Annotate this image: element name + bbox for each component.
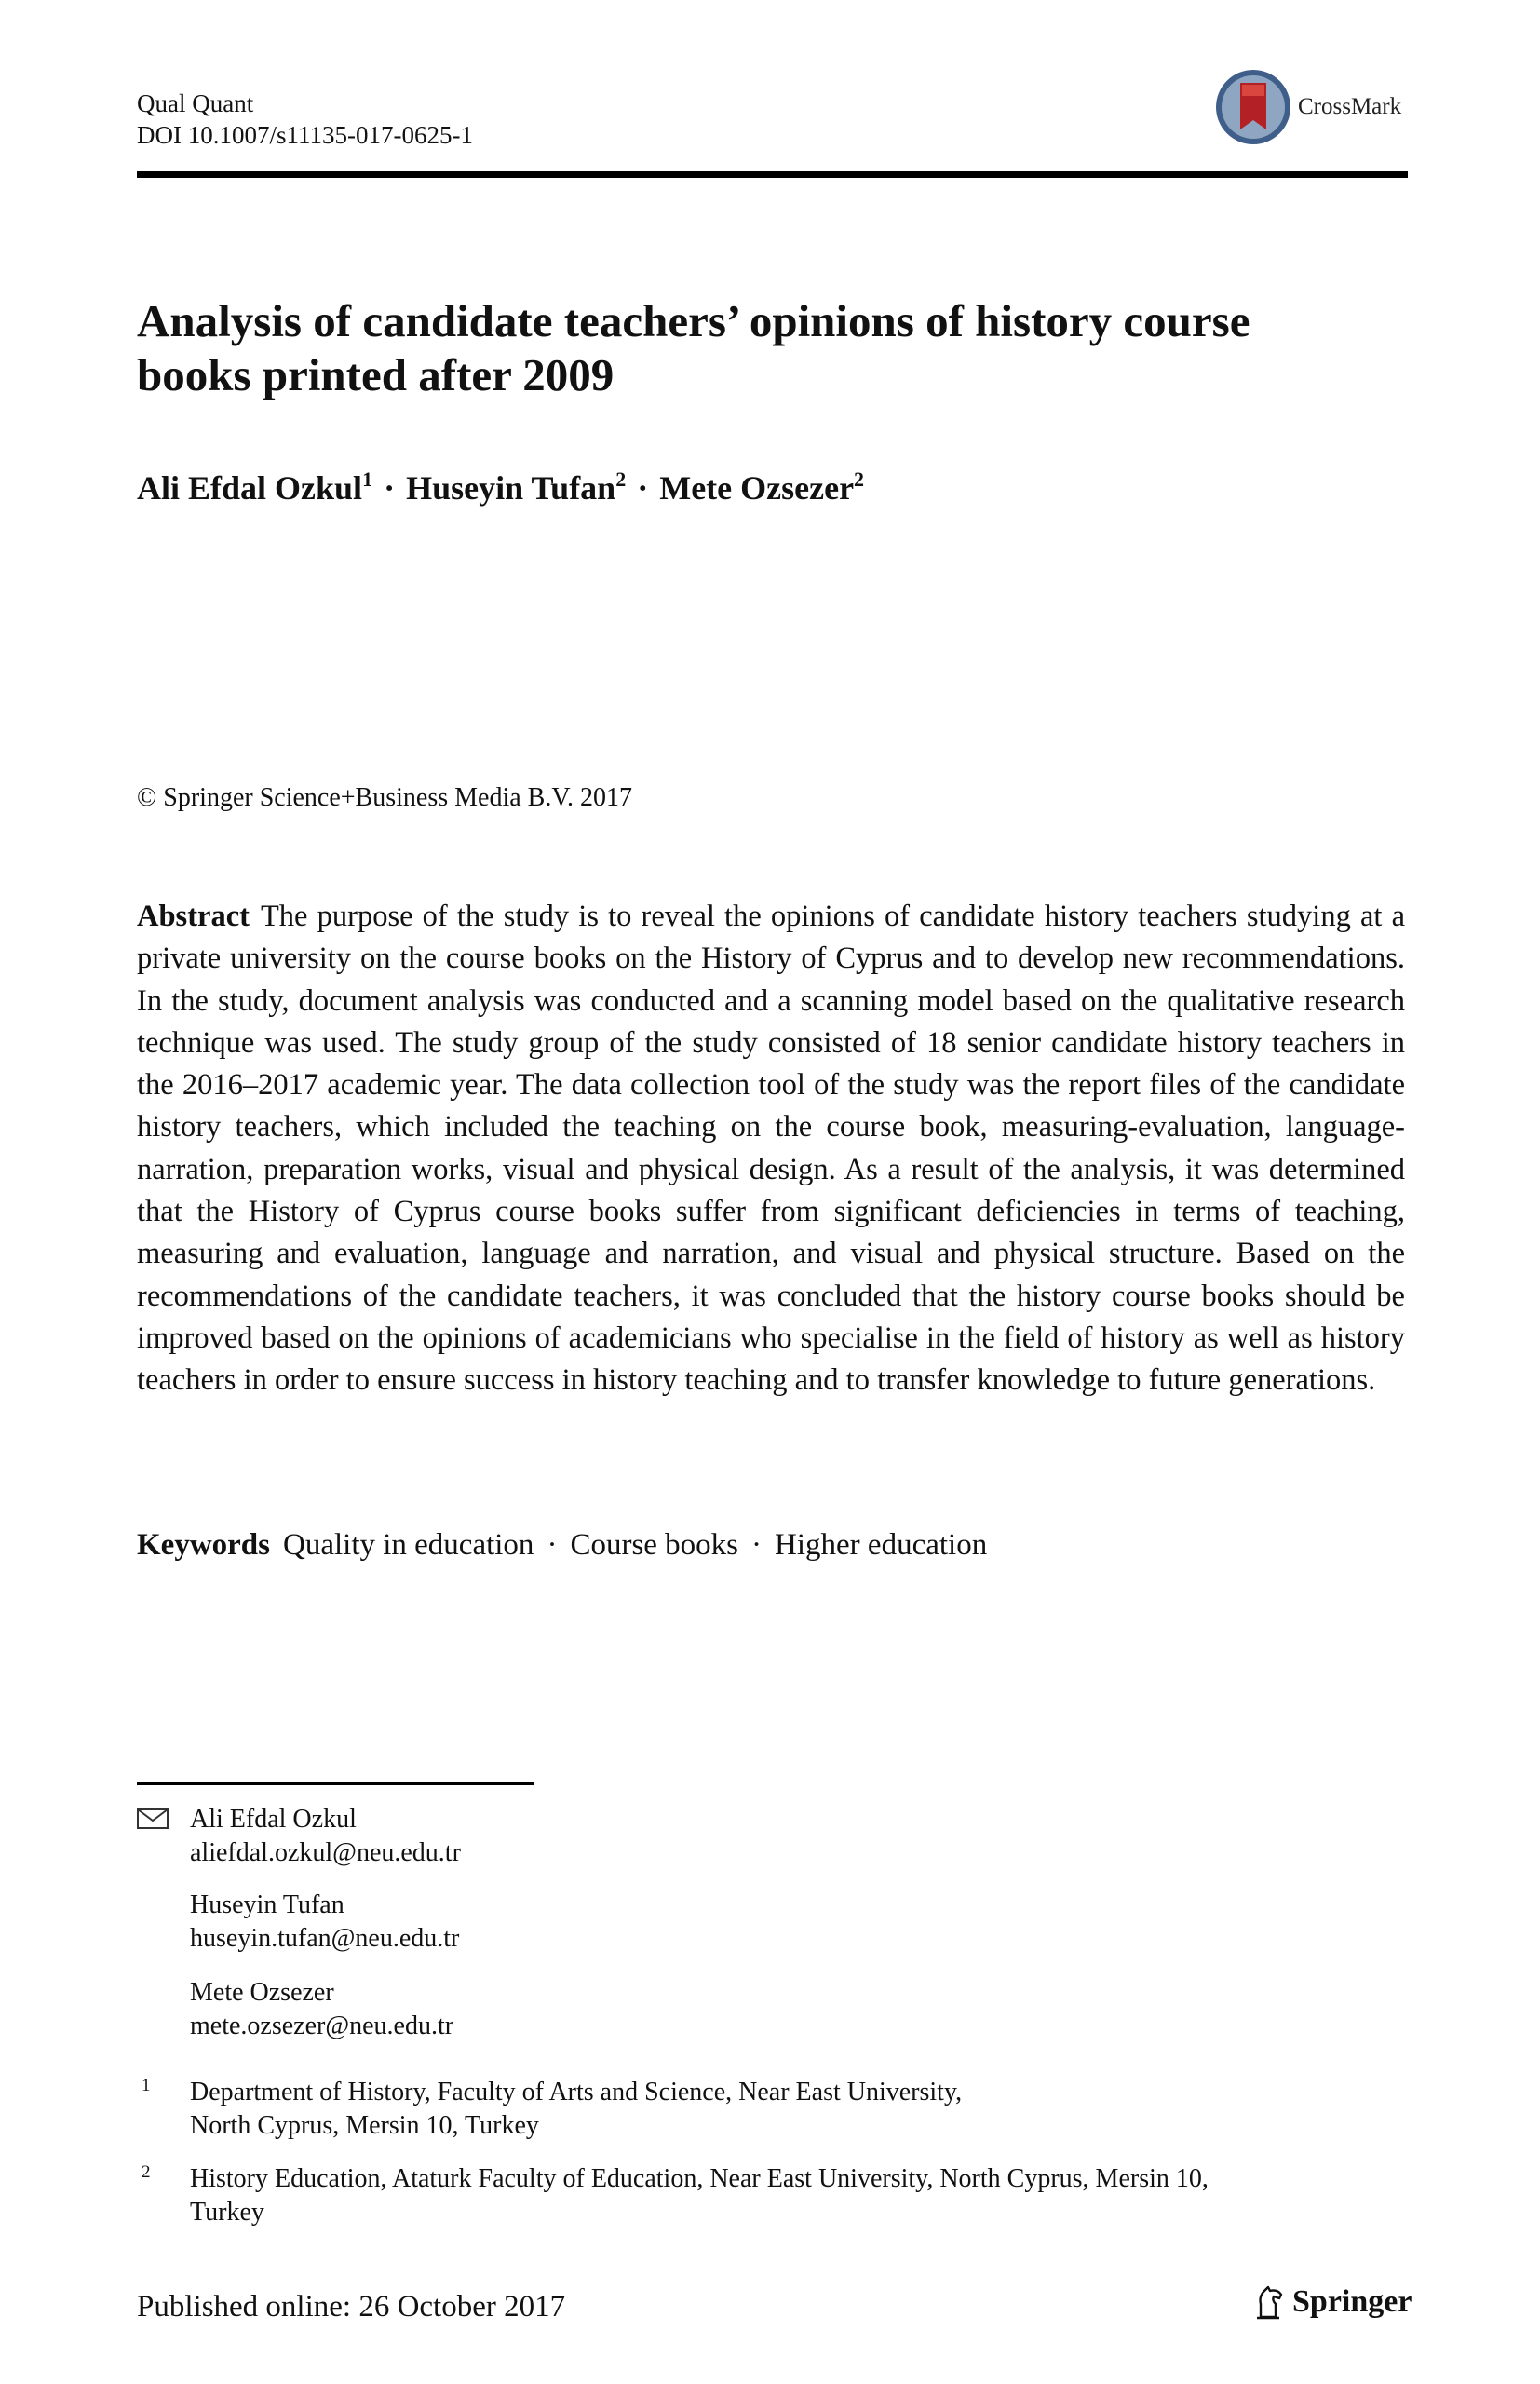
author-affil-mark: 2	[854, 467, 865, 491]
title-line-1: Analysis of candidate teachers’ opinions of history course	[137, 295, 1250, 346]
contact-email[interactable]: aliefdal.ozkul@neu.edu.tr	[190, 1838, 461, 1867]
doi-line: DOI 10.1007/s11135-017-0625-1	[137, 121, 473, 149]
affiliation-line: North Cyprus, Mersin 10, Turkey	[190, 2111, 539, 2140]
author-name: Mete Ozsezer	[659, 469, 855, 507]
footnote-rule	[137, 1782, 534, 1785]
keyword: Course books	[570, 1528, 739, 1562]
author-name: Ali Efdal Ozkul	[137, 469, 363, 507]
author-separator: ·	[637, 469, 649, 507]
contact-name: Ali Efdal Ozkul	[190, 1805, 357, 1834]
contact-email[interactable]: mete.ozsezer@neu.edu.tr	[190, 2012, 454, 2040]
crossmark-icon	[1214, 68, 1292, 146]
keywords	[137, 1524, 987, 1565]
contact-email[interactable]: huseyin.tufan@neu.edu.tr	[190, 1924, 460, 1953]
affiliation-number: 1	[142, 2076, 151, 2095]
abstract-label: Abstract	[137, 900, 250, 933]
keyword: Quality in education	[283, 1528, 534, 1562]
affiliation-line: History Education, Ataturk Faculty of Education, Near East University, North Cyprus, Mersin 10,	[190, 2164, 1209, 2193]
keyword-separator: ·	[751, 1528, 763, 1562]
published-date: Published online: 26 October 2017	[137, 2290, 566, 2323]
author-name: Huseyin Tufan	[406, 469, 616, 507]
keyword-separator: ·	[547, 1528, 558, 1562]
crossmark-badge[interactable]	[1214, 65, 1401, 149]
affiliation-number: 2	[142, 2162, 151, 2182]
springer-horse-icon	[1253, 2283, 1287, 2321]
envelope-icon	[137, 1808, 169, 1834]
abstract	[137, 896, 1405, 1402]
journal-name: Qual Quant	[137, 89, 254, 117]
author-list	[137, 466, 864, 510]
abstract-text: The purpose of the study is to reveal the opinions of candidate history teachers studying at a private university on the course books on the History of Cyprus and to develop new recommendations. In the study, document analysis was conducted and a scanning model based on the qualitative research technique was used. The study group of the study consisted of 18 senior candidate history teachers in the 2016–2017 academic year. The data collection tool of the study was the report files of the candidate history teachers, which included the teaching on the course book, measuring-evaluation, language-narration, preparation works, visual and physical design. As a result of the analysis, it was determined that the History of Cyprus course books suffer from significant deficiencies in terms of teaching, measuring and evaluation, language and narration, and visual and physical structure. Based on the recommendations of the candidate teachers, it was concluded that the history course books should be improved based on the opinions of academicians who specialise in the field of history as well as history teachers in order to ensure success in history teaching and to transfer knowledge to future generations.	[137, 900, 1405, 1398]
affiliation-line: Turkey	[190, 2198, 264, 2227]
author-separator: ·	[384, 469, 396, 507]
crossmark-label: CrossMark	[1298, 94, 1402, 119]
author-affil-mark: 2	[615, 467, 627, 491]
contact-name: Huseyin Tufan	[190, 1890, 344, 1919]
springer-logo	[1253, 2283, 1412, 2321]
header-rule	[137, 171, 1408, 178]
author-affil-mark: 1	[362, 467, 373, 491]
springer-wordmark: Springer	[1292, 2284, 1412, 2319]
contact-name: Mete Ozsezer	[190, 1978, 334, 2007]
keyword: Higher education	[775, 1528, 988, 1562]
copyright-line: © Springer Science+Business Media B.V. 2017	[137, 783, 632, 812]
paper-title	[137, 294, 1347, 402]
affiliation-line: Department of History, Faculty of Arts and Science, Near East University,	[190, 2078, 963, 2106]
keywords-label: Keywords	[137, 1528, 270, 1562]
title-line-2: books printed after 2009	[137, 349, 615, 400]
